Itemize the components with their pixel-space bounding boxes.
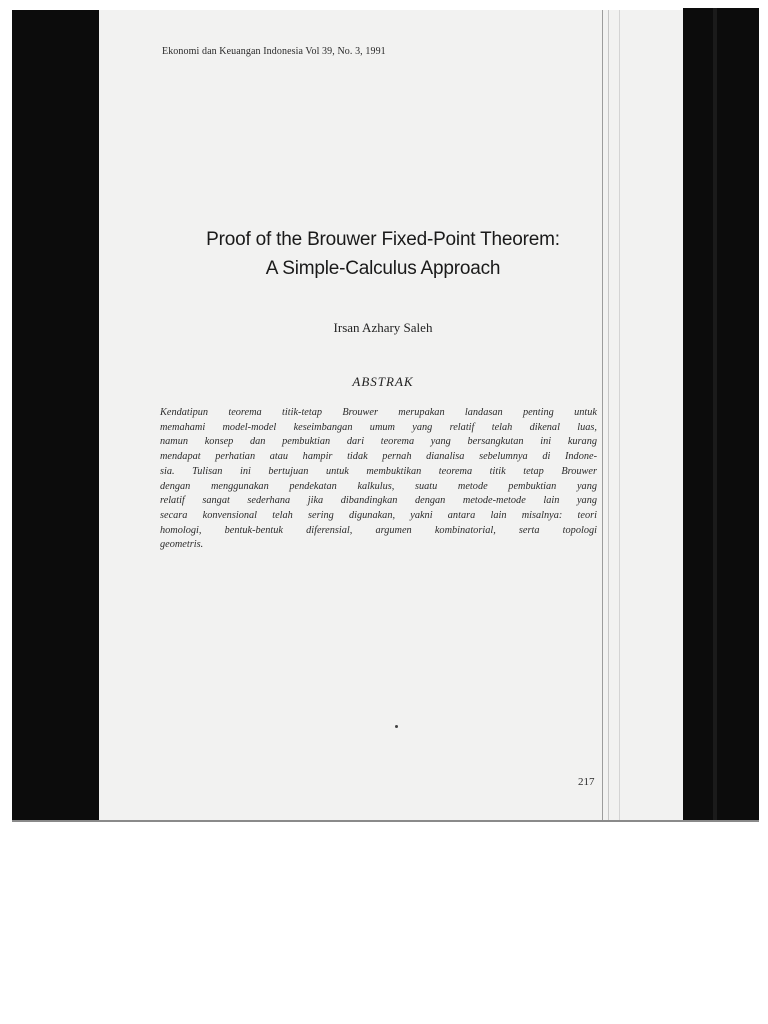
scan-border-left — [12, 10, 99, 822]
scan-border-right — [683, 8, 759, 821]
page-gutter-line — [619, 10, 620, 820]
abstract-line: geometris. — [160, 539, 204, 551]
abstract-heading: ABSTRAK — [352, 374, 414, 389]
abstract-line: mendapat perhatian atau hampir tidak pernah dianalisa sebelumnya di Indone- — [160, 451, 597, 463]
abstract-body — [160, 406, 597, 553]
scan-border-groove — [713, 8, 717, 821]
abstract-line: namun konsep dan pembuktian dari teorema yang bersangkutan ini kurang — [160, 436, 597, 448]
author-name: Irsan Azhary Saleh — [333, 320, 433, 335]
article-title-line-2: A Simple-Calculus Approach — [265, 258, 501, 279]
page-gutter-line — [608, 10, 609, 820]
page-number: 217 — [578, 776, 595, 788]
abstract-line: relatif sangat sederhana jika dibandingkan dengan metode-metode lain yang — [160, 495, 597, 507]
article-title-line-1: Proof of the Brouwer Fixed-Point Theorem: — [206, 229, 560, 250]
abstract-line: dengan menggunakan pendekatan kalkulus, suatu metode pembuktian yang — [160, 480, 597, 492]
running-head: Ekonomi dan Keuangan Indonesia Vol 39, No. 3, 1991 — [162, 46, 386, 57]
scan-bottom-edge — [12, 820, 759, 822]
journal-page — [99, 10, 683, 820]
abstract-line: secara konvensional telah sering digunakan, yakni antara lain misalnya: teori — [160, 509, 597, 521]
page-gutter-line — [602, 10, 603, 820]
abstract-line: homologi, bentuk-bentuk diferensial, argumen kombinatorial, serta topologi — [160, 524, 597, 536]
abstract-line: Kendatipun teorema titik-tetap Brouwer merupakan landasan penting untuk — [160, 407, 597, 418]
abstract-line: memahami model-model keseimbangan umum yang relatif telah dikenal luas, — [160, 421, 597, 433]
abstract-line: sia. Tulisan ini bertujuan untuk membuktikan teorema titik tetap Brouwer — [160, 465, 597, 477]
scan-speck — [395, 725, 398, 728]
